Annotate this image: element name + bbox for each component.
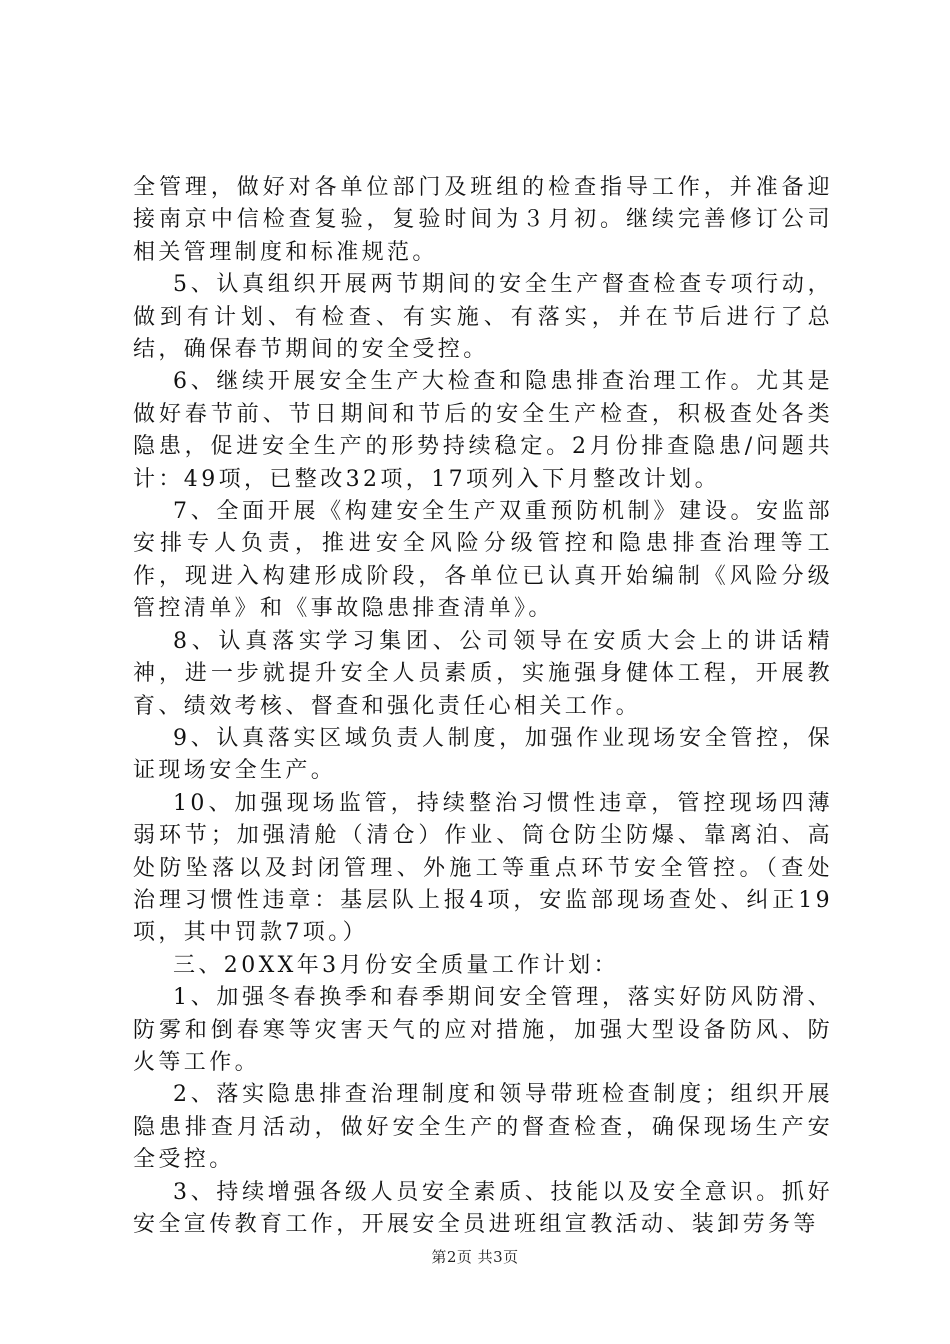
paragraph-item-7: 7、全面开展《构建安全生产双重预防机制》建设。安监部安排专人负责，推进安全风险分级管控和隐患排查治理等工作，现进入构建形成阶段，各单位已认真开始编制《风险分级管控清单》和《事故隐患排查清单》。 — [133, 499, 833, 622]
page-number-footer: 第2页 共3页 — [431, 1248, 519, 1266]
plan-item-3: 3、持续增强各级人员安全素质、技能以及安全意识。抓好安全宣传教育工作，开展安全员进班组宣教活动、装卸劳务等 — [133, 1179, 833, 1237]
plan-item-1: 1、加强冬春换季和春季期间安全管理，落实好防风防滑、防雾和倒春寒等灾害天气的应对措施，加强大型设备防风、防火等工作。 — [133, 985, 833, 1075]
paragraph-item-9: 9、认真落实区域负责人制度，加强作业现场安全管控，保证现场安全生产。 — [133, 725, 833, 784]
paragraph-item-10: 10、加强现场监管，持续整治习惯性违章，管控现场四薄弱环节；加强清舱（清仓）作业、筒仓防尘防爆、靠离泊、高处防坠落以及封闭管理、外施工等重点环节安全管控。（查处治理习惯性违章：基层队上报4项，安监部现场查处、纠正19项，其中罚款7项。） — [133, 790, 833, 946]
paragraph-continuation: 全管理，做好对各单位部门及班组的检查指导工作，并准备迎接南京中信检查复验，复验时间为３月初。继续完善修订公司相关管理制度和标准规范。 — [133, 175, 833, 265]
plan-item-2: 2、落实隐患排查治理制度和领导带班检查制度；组织开展隐患排查月活动，做好安全生产的督查检查，确保现场生产安全受控。 — [133, 1082, 833, 1173]
paragraph-item-5: 5、认真组织开展两节期间的安全生产督查检查专项行动，做到有计划、有检查、有实施、有落实，并在节后进行了总结，确保春节期间的安全受控。 — [133, 272, 833, 363]
section-heading-3: 三、20XX年3月份安全质量工作计划： — [173, 952, 619, 978]
document-body — [133, 172, 833, 1241]
paragraph-item-6: 6、继续开展安全生产大检查和隐患排查治理工作。尤其是做好春节前、节日期间和节后的安全生产检查，积极查处各类隐患，促进安全生产的形势持续稳定。2月份排查隐患/问题共计：49项，已整改32项，17项列入下月整改计划。 — [133, 369, 833, 492]
paragraph-item-8: 8、认真落实学习集团、公司领导在安质大会上的讲话精神，进一步就提升安全人员素质，实施强身健体工程，开展教育、绩效考核、督查和强化责任心相关工作。 — [133, 628, 833, 719]
